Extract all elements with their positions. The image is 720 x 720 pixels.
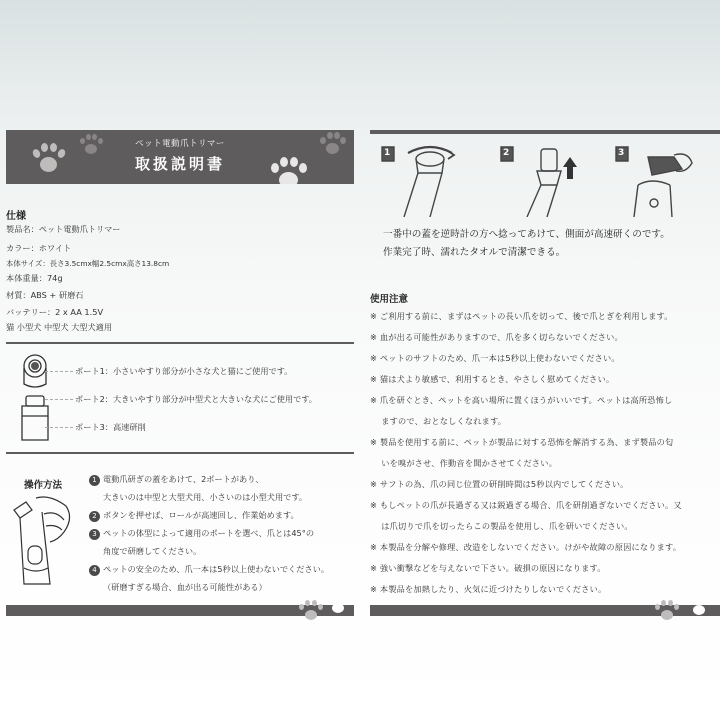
spec-line: 本体サイズ：長さ3.5cmx幅2.5cmx高さ13.8cm [6, 259, 170, 268]
step-number: 2 [89, 511, 100, 522]
caution-line: いを嗅がさせ、作動音を聞かさせてください。 [370, 458, 558, 468]
pointer-line [45, 399, 73, 400]
caution-line: ※ 本製品を加熱したり、火気に近づけたりしないでください。 [370, 584, 607, 594]
spec-line: 猫 小型犬 中型犬 大型犬適用 [6, 322, 113, 332]
divider [6, 342, 354, 344]
step-image-3 [612, 145, 696, 217]
banner-subtitle: ペット電動爪トリマー [135, 139, 225, 149]
operation-title: 操作方法 [24, 480, 63, 491]
paw-icon [652, 597, 682, 627]
caution-line: ※ 強い衝撃などを与えないで下さい。破損の原因になります。 [370, 563, 606, 573]
operation-step-cont: 角度で研磨してください。 [103, 546, 202, 556]
title-banner [6, 130, 354, 184]
spec-line: カラー：ホワイト [6, 243, 72, 253]
operation-step: 2 ボタンを押せば、ロールが高速回し、作業始めます。 [89, 510, 299, 522]
top-bar [370, 130, 720, 134]
trimmer-hand-illustration [6, 488, 76, 598]
step-label: 3 [618, 148, 625, 158]
caution-line: ※ サフトの為、爪の同じ位置の研削時間は5秒以内でしてください。 [370, 479, 629, 489]
banner-title: 取扱説明書 [134, 155, 225, 173]
caution-line: ※ 血が出る可能性がありますので、爪を多く切らないでください。 [370, 332, 623, 342]
step-image-2 [497, 145, 581, 217]
open-cap-illustration [378, 145, 462, 217]
caution-line: ※ 本製品を分解や修理、改造をしないでください。けがや故障の原因になります。 [370, 542, 682, 552]
caution-line: ※ 猫は犬より敏感で、利用するとき、やさしく慰めてください。 [370, 374, 615, 384]
paw-icon [323, 590, 353, 620]
paw-icon [684, 592, 714, 622]
spec-line: 本体重量：74g [6, 273, 63, 283]
port-description: ポート1：小さいやすり部分が小さな犬と猫にご使用です。 [75, 366, 293, 376]
caution-title: 使用注意 [370, 294, 409, 305]
operation-step: 4 ペットの安全のため、爪一本は5秒以上使わないでください。 [89, 564, 329, 576]
step-number: 1 [89, 475, 100, 486]
caution-line: ※ もしペットの爪が長過ぎる又は鋭過ぎる場合、爪を研削過ぎないでください。又 [370, 500, 682, 510]
step-label: 1 [384, 148, 391, 158]
paw-icon [296, 597, 326, 627]
port-description: ポート2：大きいやすり部分が中型犬と大きいな犬にご使用です。 [75, 394, 317, 404]
clean-device-illustration [612, 145, 696, 217]
caution-line: ※ ペットのサフトのため、爪一本は5秒以上使わないでください。 [370, 353, 620, 363]
caution-line: は爪切りで爪を切ったらこの製品を使用し、爪を研いでください。 [370, 521, 633, 531]
remove-cap-illustration [497, 145, 581, 217]
step-label: 2 [503, 148, 510, 158]
divider [6, 452, 354, 454]
operation-step: 3 ペットの体型によって適用のポートを選べ、爪とは45°の [89, 528, 314, 540]
pointer-line [45, 371, 73, 372]
operation-step-cont: （研磨すぎる場合、血が出る可能性がある） [103, 582, 267, 592]
spec-title: 仕様 [6, 211, 26, 222]
step-number: 4 [89, 565, 100, 576]
step-number: 3 [89, 529, 100, 540]
device-ports-illustration [10, 350, 60, 442]
spec-line: 材質：ABS + 研磨石 [6, 290, 84, 300]
caution-line: ※ ご利用する前に、まずはペットの長い爪を切って、後で爪とぎを利用します。 [370, 311, 673, 321]
instruction-text: 作業完了時、濡れたタオルで清潔できる。 [383, 247, 566, 258]
caution-line: ※ 爪を研ぐとき、ペットを高い場所に置くほうがいいです。ペットは高所恐怖し [370, 395, 673, 405]
instruction-text: 一番中の蓋を逆時計の方へ捻ってあけて、側面が高速研くのです。 [383, 229, 670, 240]
operation-step: 1 電動爪研ぎの蓋をあけて、2ポートがあり、 [89, 474, 264, 486]
spec-line: 製品名：ペット電動爪トリマー [6, 224, 121, 234]
port-description: ポート3：高速研削 [75, 422, 146, 432]
operation-step-cont: 大きいのは中型と大型犬用、小さいのは小型犬用です。 [103, 492, 308, 502]
step-image-1 [378, 145, 462, 217]
spec-line: バッテリー：2 x AA 1.5V [6, 307, 104, 317]
pointer-line [45, 427, 73, 428]
caution-line: ※ 製品を使用する前に、ペットが製品に対する恐怖を解消する為、まず製品の匂 [370, 437, 674, 447]
caution-line: ますので、おとなしくなれます。 [370, 416, 507, 426]
